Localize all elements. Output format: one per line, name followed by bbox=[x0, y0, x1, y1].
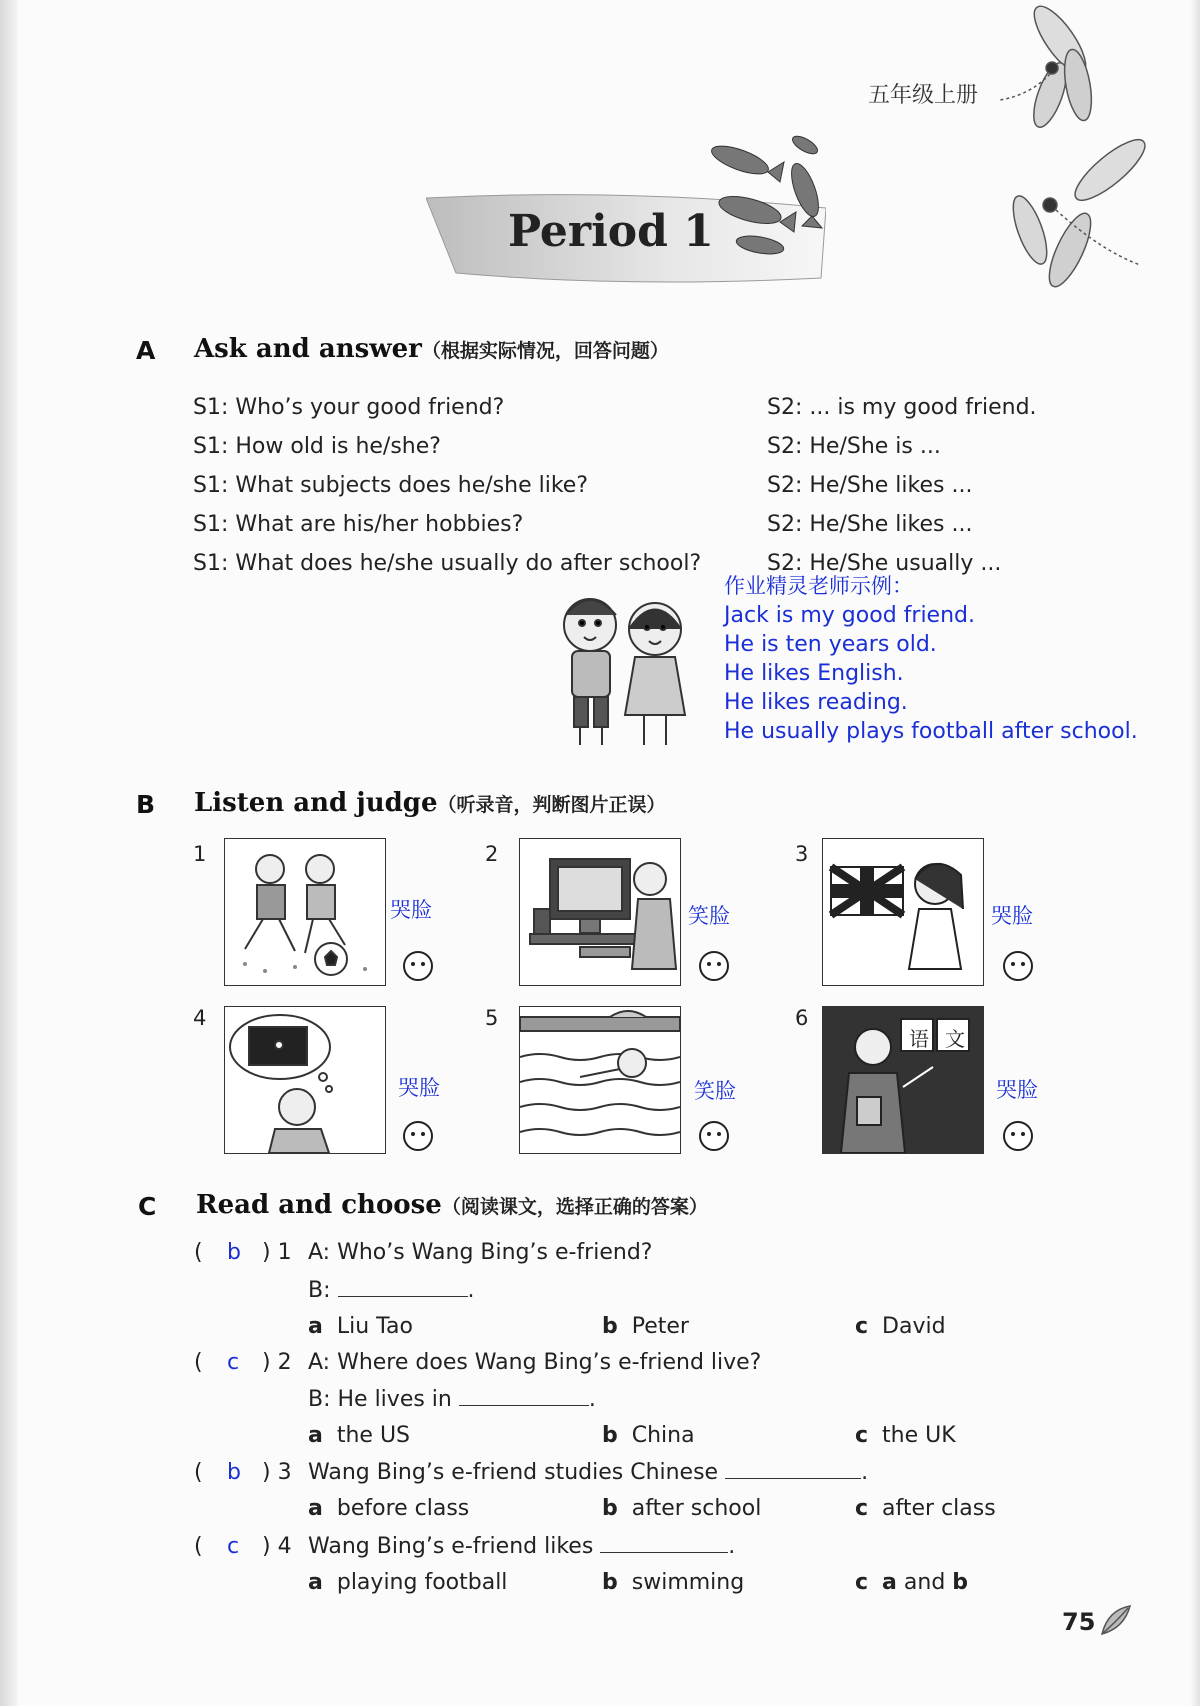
option-b bbox=[602, 1496, 761, 1521]
option-b bbox=[602, 1423, 695, 1448]
fish-decoration bbox=[700, 130, 850, 280]
item-number: 4 bbox=[193, 1006, 207, 1030]
section-c-instruction: （阅读课文，选择正确的答案） bbox=[441, 1196, 708, 1218]
example-line: He likes English. bbox=[724, 661, 904, 686]
item-number: 3 bbox=[795, 842, 809, 866]
option-text: swimming bbox=[631, 1570, 745, 1595]
option-text: Liu Tao bbox=[336, 1314, 413, 1339]
option-letter: b bbox=[602, 1314, 618, 1339]
answer-line-b bbox=[308, 1278, 475, 1303]
question-number: ) 3 bbox=[262, 1460, 292, 1485]
option-text: the UK bbox=[882, 1423, 956, 1448]
question-text-with-blank bbox=[308, 1460, 868, 1485]
judge-answer: 笑脸 bbox=[688, 904, 730, 928]
example-line: He likes reading. bbox=[724, 690, 908, 715]
option-letter: a bbox=[308, 1314, 323, 1339]
section-a-answers bbox=[767, 388, 1037, 583]
option-letter: a bbox=[308, 1496, 323, 1521]
section-a-questions bbox=[193, 388, 701, 583]
face-icon bbox=[698, 1120, 730, 1152]
answer-line: S2: ... is my good friend. bbox=[767, 395, 1037, 420]
option-text: before class bbox=[336, 1496, 470, 1521]
option-text: David bbox=[882, 1314, 946, 1339]
question-line: S1: How old is he/she? bbox=[193, 434, 441, 459]
question-number: ) 2 bbox=[262, 1350, 292, 1375]
judge-answer: 哭脸 bbox=[991, 904, 1033, 928]
choice-answer: b bbox=[227, 1240, 241, 1265]
answer-prefix: B: bbox=[308, 1278, 331, 1303]
girl-uk-flag-image bbox=[823, 839, 983, 985]
question-number: ) 1 bbox=[262, 1240, 292, 1265]
page-number: 75 bbox=[1062, 1608, 1096, 1636]
option-letter: b bbox=[602, 1423, 618, 1448]
leaf-icon bbox=[1098, 1604, 1132, 1638]
football-players-image bbox=[225, 839, 385, 985]
section-c-letter: C bbox=[138, 1192, 157, 1221]
option-letter: c bbox=[855, 1496, 869, 1521]
example-line: Jack is my good friend. bbox=[724, 603, 975, 628]
choice-answer: b bbox=[227, 1460, 241, 1485]
option-c bbox=[855, 1423, 956, 1448]
answer-period: . bbox=[467, 1278, 475, 1303]
face-icon bbox=[402, 1120, 434, 1152]
option-text: after class bbox=[882, 1496, 996, 1521]
section-a-title: Ask and answer bbox=[194, 334, 422, 364]
section-c-title: Read and choose bbox=[196, 1190, 442, 1220]
example-heading: 作业精灵老师示例： bbox=[724, 574, 913, 598]
item-number: 1 bbox=[193, 842, 207, 866]
blackboard-char-wen: 文 bbox=[945, 1027, 965, 1051]
item-number: 5 bbox=[485, 1006, 499, 1030]
answer-period: . bbox=[728, 1534, 736, 1559]
option-a bbox=[308, 1496, 469, 1521]
dragonfly-decoration bbox=[990, 0, 1190, 300]
option-text-and: and bbox=[903, 1570, 946, 1595]
option-letter: a bbox=[308, 1570, 323, 1595]
section-b-header bbox=[194, 788, 666, 818]
item-number: 2 bbox=[485, 842, 499, 866]
question-text: Wang Bing’s e-friend studies Chinese bbox=[308, 1460, 719, 1485]
face-icon bbox=[1002, 950, 1034, 982]
answer-period: . bbox=[588, 1387, 596, 1412]
option-text: the US bbox=[336, 1423, 411, 1448]
question-number: ) 4 bbox=[262, 1534, 292, 1559]
option-letter: a bbox=[308, 1423, 323, 1448]
grade-label: 五年级上册 bbox=[868, 83, 979, 108]
judge-answer: 哭脸 bbox=[398, 1076, 440, 1100]
question-text: A: Who’s Wang Bing’s e-friend? bbox=[308, 1240, 653, 1265]
option-letter: c bbox=[855, 1570, 869, 1595]
answer-line: S2: He/She usually ... bbox=[767, 551, 1002, 576]
answer-blank bbox=[725, 1477, 861, 1479]
boy-computer-image bbox=[520, 839, 680, 985]
swimming-boy-image bbox=[520, 1007, 680, 1153]
item-number: 6 bbox=[795, 1006, 809, 1030]
option-letter: b bbox=[602, 1570, 618, 1595]
face-icon bbox=[698, 950, 730, 982]
picture-thinking-boy bbox=[224, 1006, 386, 1154]
picture-swimming bbox=[519, 1006, 681, 1154]
section-a-header bbox=[194, 334, 669, 364]
option-text: playing football bbox=[336, 1570, 508, 1595]
question-text-with-blank bbox=[308, 1534, 735, 1559]
answer-line-b bbox=[308, 1387, 596, 1412]
answer-blank bbox=[338, 1295, 468, 1297]
option-c bbox=[855, 1570, 968, 1595]
question-line: S1: What does he/she usually do after school? bbox=[193, 551, 702, 576]
question-line: S1: What subjects does he/she like? bbox=[193, 473, 588, 498]
answer-line: S2: He/She likes ... bbox=[767, 512, 973, 537]
answer-blank bbox=[459, 1404, 589, 1406]
picture-teacher bbox=[822, 1006, 984, 1154]
face-icon bbox=[1002, 1120, 1034, 1152]
option-text: China bbox=[631, 1423, 695, 1448]
question-line: S1: What are his/her hobbies? bbox=[193, 512, 524, 537]
question-text: Wang Bing’s e-friend likes bbox=[308, 1534, 594, 1559]
choice-answer: c bbox=[227, 1350, 240, 1375]
answer-period: . bbox=[861, 1460, 869, 1485]
judge-answer: 哭脸 bbox=[390, 898, 432, 922]
option-b bbox=[602, 1314, 689, 1339]
section-a-instruction: （根据实际情况，回答问题） bbox=[421, 340, 669, 362]
option-a bbox=[308, 1314, 413, 1339]
paren-open: ( bbox=[194, 1534, 203, 1559]
kids-illustration bbox=[540, 585, 710, 755]
question-line: S1: Who’s your good friend? bbox=[193, 395, 505, 420]
option-text: Peter bbox=[631, 1314, 689, 1339]
blackboard-char-yu: 语 bbox=[909, 1027, 929, 1051]
option-text-a: a bbox=[882, 1570, 897, 1595]
picture-computer bbox=[519, 838, 681, 986]
answer-line: S2: He/She is ... bbox=[767, 434, 941, 459]
page-edge-shadow bbox=[0, 0, 18, 1706]
paren-open: ( bbox=[194, 1350, 203, 1375]
section-a-letter: A bbox=[136, 336, 156, 365]
answer-blank bbox=[600, 1551, 728, 1553]
picture-uk-flag bbox=[822, 838, 984, 986]
option-c bbox=[855, 1314, 946, 1339]
section-b-title: Listen and judge bbox=[194, 788, 438, 818]
option-c bbox=[855, 1496, 996, 1521]
example-line: He usually plays football after school. bbox=[724, 719, 1138, 744]
page-title: Period 1 bbox=[508, 206, 714, 257]
judge-answer: 笑脸 bbox=[694, 1079, 736, 1103]
question-text: A: Where does Wang Bing’s e-friend live? bbox=[308, 1350, 762, 1375]
judge-answer: 哭脸 bbox=[996, 1078, 1038, 1102]
section-c-header bbox=[196, 1190, 708, 1220]
option-letter: c bbox=[855, 1314, 869, 1339]
option-b bbox=[602, 1570, 744, 1595]
teacher-example bbox=[724, 572, 1138, 746]
example-line: He is ten years old. bbox=[724, 632, 937, 657]
option-a bbox=[308, 1423, 410, 1448]
choice-answer: c bbox=[227, 1534, 240, 1559]
option-letter: b bbox=[602, 1496, 618, 1521]
picture-football bbox=[224, 838, 386, 986]
face-icon bbox=[402, 950, 434, 982]
answer-prefix: B: He lives in bbox=[308, 1387, 452, 1412]
section-b-letter: B bbox=[136, 790, 156, 819]
section-b-instruction: （听录音，判断图片正误） bbox=[437, 794, 666, 816]
paren-open: ( bbox=[194, 1460, 203, 1485]
option-text: after school bbox=[631, 1496, 762, 1521]
page-edge-shadow-right bbox=[1190, 0, 1200, 1706]
option-a bbox=[308, 1570, 507, 1595]
option-letter: c bbox=[855, 1423, 869, 1448]
thinking-boy-image bbox=[225, 1007, 385, 1153]
option-text-b: b bbox=[952, 1570, 969, 1595]
answer-line: S2: He/She likes ... bbox=[767, 473, 973, 498]
paren-open: ( bbox=[194, 1240, 203, 1265]
